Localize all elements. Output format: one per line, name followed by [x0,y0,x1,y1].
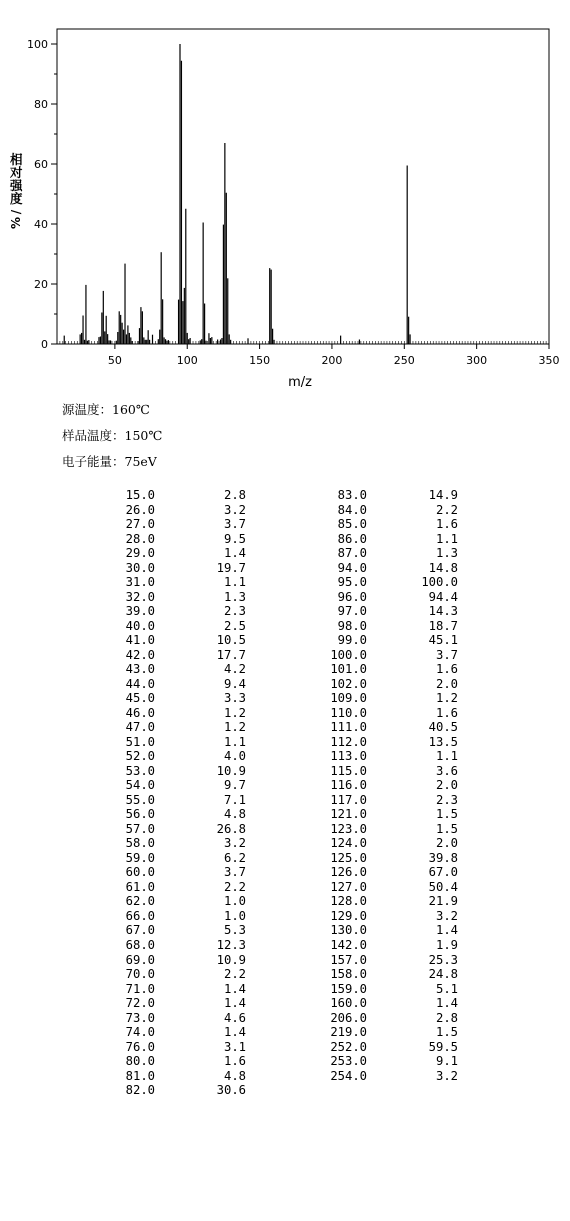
intensity-value: 2.8 [435,1010,458,1025]
mz-value: 82.0 [125,1083,155,1098]
intensity-value: 1.4 [223,1025,246,1040]
intensity-value: 9.7 [223,778,246,793]
table-row [330,662,458,677]
table-row [330,822,458,837]
intensity-value: 3.6 [435,763,458,778]
intensity-value: 59.5 [428,1039,458,1054]
table-row [118,953,246,968]
table-row [330,793,458,808]
x-tick-label: 250 [393,354,415,367]
table-row [118,923,246,938]
mz-value: 126.0 [330,865,367,880]
mz-value: 53.0 [125,763,155,778]
intensity-value: 30.6 [216,1083,246,1098]
mz-value: 219.0 [330,1025,367,1040]
intensity-value: 9.5 [223,531,246,546]
mz-value: 83.0 [337,488,367,502]
mz-value: 80.0 [125,1054,155,1069]
table-row [330,546,458,561]
intensity-value: 39.8 [428,850,458,865]
table-row [118,967,246,982]
intensity-value: 2.0 [435,778,458,793]
intensity-value: 50.4 [428,879,458,894]
table-row [118,546,246,561]
mz-value: 15.0 [125,488,155,502]
intensity-value: 3.2 [223,502,246,517]
intensity-value: 1.2 [435,691,458,706]
mz-value: 160.0 [330,996,367,1011]
intensity-value: 1.6 [435,705,458,720]
intensity-value: 2.2 [435,502,458,517]
plot-frame [57,29,549,344]
x-tick-label: 100 [176,354,198,367]
intensity-value: 67.0 [428,865,458,880]
intensity-value: 3.7 [223,517,246,532]
intensity-value: 3.7 [223,865,246,880]
table-row [118,851,246,866]
table-row [118,575,246,590]
table-row [330,1054,458,1069]
y-axis-label-symbol: % [9,216,23,230]
mz-value: 111.0 [330,720,367,735]
mz-value: 81.0 [125,1068,155,1083]
sample-temperature: 样品温度：150℃ [62,428,163,443]
intensity-value: 10.5 [216,633,246,648]
table-row [330,996,458,1011]
mz-value: 95.0 [337,575,367,590]
intensity-value: 17.7 [216,647,246,662]
table-row [330,503,458,518]
mz-value: 58.0 [125,836,155,851]
mz-value: 61.0 [125,879,155,894]
mz-value: 87.0 [337,546,367,561]
table-row [118,633,246,648]
intensity-value: 1.4 [223,981,246,996]
table-row [330,749,458,764]
mz-value: 68.0 [125,937,155,952]
intensity-value: 3.3 [223,691,246,706]
intensity-value: 1.5 [435,821,458,836]
mz-value: 39.0 [125,604,155,619]
intensity-value: 3.1 [223,1039,246,1054]
mz-value: 130.0 [330,923,367,938]
mz-value: 57.0 [125,821,155,836]
table-row [330,807,458,822]
intensity-value: 2.0 [435,676,458,691]
intensity-value: 1.2 [223,705,246,720]
table-row [330,488,458,503]
y-axis-ticks [27,38,57,351]
mz-value: 97.0 [337,604,367,619]
table-row [118,996,246,1011]
table-row [330,517,458,532]
table-row [330,778,458,793]
intensity-value: 40.5 [428,720,458,735]
mz-value: 142.0 [330,937,367,952]
intensity-value: 14.3 [428,604,458,619]
table-row [330,575,458,590]
y-axis-label-symbol: / [9,209,23,215]
mz-value: 54.0 [125,778,155,793]
table-row [330,865,458,880]
mz-value: 56.0 [125,807,155,822]
table-row [330,604,458,619]
mz-value: 45.0 [125,691,155,706]
mz-value: 51.0 [125,734,155,749]
mz-value: 125.0 [330,850,367,865]
intensity-value: 4.8 [223,1068,246,1083]
table-row [330,953,458,968]
intensity-value: 4.8 [223,807,246,822]
y-tick-label: 0 [41,338,48,351]
table-row [118,662,246,677]
mz-value: 124.0 [330,836,367,851]
mz-value: 253.0 [330,1054,367,1069]
table-row [118,1025,246,1040]
table-row [330,648,458,663]
table-row [118,488,246,503]
mz-value: 98.0 [337,618,367,633]
table-row [118,503,246,518]
peak-table-left [118,488,246,1098]
table-row [118,982,246,997]
intensity-value: 19.7 [216,560,246,575]
y-tick-label: 100 [27,38,48,51]
intensity-value: 9.1 [435,1054,458,1069]
mz-value: 157.0 [330,952,367,967]
intensity-value: 14.8 [428,560,458,575]
intensity-value: 94.4 [428,589,458,604]
table-row [118,909,246,924]
mz-value: 127.0 [330,879,367,894]
table-row [330,923,458,938]
table-row [118,749,246,764]
intensity-value: 2.8 [223,488,246,502]
table-row [118,778,246,793]
mz-value: 32.0 [125,589,155,604]
table-row [118,561,246,576]
mass-spectrum-chart [0,0,570,400]
mz-value: 44.0 [125,676,155,691]
table-row [330,836,458,851]
mz-value: 67.0 [125,923,155,938]
mz-value: 123.0 [330,821,367,836]
mz-value: 55.0 [125,792,155,807]
intensity-value: 1.4 [435,996,458,1011]
intensity-value: 4.6 [223,1010,246,1025]
table-row [118,1069,246,1084]
intensity-value: 9.4 [223,676,246,691]
intensity-value: 1.5 [435,807,458,822]
mz-value: 129.0 [330,908,367,923]
intensity-value: 1.3 [435,546,458,561]
x-tick-label: 150 [249,354,271,367]
intensity-value: 1.2 [223,720,246,735]
table-row [330,909,458,924]
intensity-value: 2.5 [223,618,246,633]
source-temperature: 源温度：160℃ [62,402,150,417]
table-row [118,1011,246,1026]
mz-value: 59.0 [125,850,155,865]
peak-bars [64,44,410,344]
intensity-value: 14.9 [428,488,458,502]
x-tick-label: 200 [321,354,343,367]
table-row [330,619,458,634]
mz-value: 28.0 [125,531,155,546]
intensity-value: 3.2 [223,836,246,851]
table-row [118,836,246,851]
mz-value: 30.0 [125,560,155,575]
table-row [330,851,458,866]
intensity-value: 1.9 [435,937,458,952]
mz-value: 254.0 [330,1068,367,1083]
intensity-value: 5.1 [435,981,458,996]
mz-value: 96.0 [337,589,367,604]
intensity-value: 1.0 [223,908,246,923]
intensity-value: 13.5 [428,734,458,749]
intensity-value: 1.6 [435,662,458,677]
intensity-value: 1.1 [435,531,458,546]
mz-value: 31.0 [125,575,155,590]
intensity-value: 26.8 [216,821,246,836]
intensity-value: 2.3 [435,792,458,807]
mz-value: 62.0 [125,894,155,909]
table-row [330,720,458,735]
mz-value: 26.0 [125,502,155,517]
mz-value: 60.0 [125,865,155,880]
table-row [118,894,246,909]
table-row [118,590,246,605]
mz-value: 99.0 [337,633,367,648]
intensity-value: 1.1 [435,749,458,764]
electron-energy: 电子能量：75eV [62,454,157,469]
intensity-value: 4.0 [223,749,246,764]
intensity-value: 1.4 [435,923,458,938]
mz-value: 86.0 [337,531,367,546]
mz-value: 42.0 [125,647,155,662]
table-row [118,604,246,619]
table-row [330,1025,458,1040]
y-tick-label: 80 [34,98,48,111]
mz-value: 52.0 [125,749,155,764]
y-tick-label: 60 [34,158,48,171]
peak-table-right [330,488,458,1083]
intensity-value: 1.1 [223,575,246,590]
table-row [118,822,246,837]
x-tick-label: 350 [538,354,560,367]
table-row [118,764,246,779]
table-row [118,1040,246,1055]
table-row [118,517,246,532]
table-row [118,691,246,706]
table-row [330,633,458,648]
mz-value: 74.0 [125,1025,155,1040]
mz-value: 43.0 [125,662,155,677]
intensity-value: 24.8 [428,967,458,982]
mz-value: 159.0 [330,981,367,996]
x-axis-ticks [108,344,560,367]
intensity-value: 1.0 [223,894,246,909]
table-row [330,706,458,721]
table-row [330,764,458,779]
table-row [118,880,246,895]
table-row [118,619,246,634]
table-row [118,532,246,547]
table-row [118,865,246,880]
table-row [118,1054,246,1069]
y-tick-label: 20 [34,278,48,291]
mz-value: 40.0 [125,618,155,633]
table-row [330,1069,458,1084]
y-axis-label: 相对强度 [10,152,23,206]
table-row [330,1011,458,1026]
mz-value: 110.0 [330,705,367,720]
mz-value: 70.0 [125,967,155,982]
intensity-value: 100.0 [421,575,458,590]
y-tick-label: 40 [34,218,48,231]
mz-value: 115.0 [330,763,367,778]
mz-value: 128.0 [330,894,367,909]
table-row [330,982,458,997]
mz-value: 117.0 [330,792,367,807]
intensity-value: 45.1 [428,633,458,648]
mz-value: 46.0 [125,705,155,720]
table-row [118,735,246,750]
x-tick-label: 300 [466,354,488,367]
table-row [330,894,458,909]
mz-value: 73.0 [125,1010,155,1025]
mz-value: 85.0 [337,517,367,532]
mz-value: 71.0 [125,981,155,996]
intensity-value: 1.3 [223,589,246,604]
intensity-value: 6.2 [223,850,246,865]
intensity-value: 2.2 [223,879,246,894]
intensity-value: 10.9 [216,763,246,778]
table-row [330,967,458,982]
table-row [330,880,458,895]
intensity-value: 3.2 [435,908,458,923]
intensity-value: 12.3 [216,937,246,952]
x-tick-label: 50 [107,354,122,367]
mz-value: 109.0 [330,691,367,706]
mz-value: 84.0 [337,502,367,517]
mz-value: 94.0 [337,560,367,575]
mz-value: 121.0 [330,807,367,822]
table-row [118,1083,246,1098]
mz-value: 112.0 [330,734,367,749]
intensity-value: 1.6 [223,1054,246,1069]
intensity-value: 3.2 [435,1068,458,1083]
intensity-value: 2.3 [223,604,246,619]
table-row [330,1040,458,1055]
table-row [118,677,246,692]
mz-value: 102.0 [330,676,367,691]
table-row [118,706,246,721]
table-row [330,677,458,692]
intensity-value: 1.4 [223,996,246,1011]
intensity-value: 21.9 [428,894,458,909]
mz-value: 72.0 [125,996,155,1011]
table-row [118,807,246,822]
mz-value: 29.0 [125,546,155,561]
mz-value: 47.0 [125,720,155,735]
table-row [330,561,458,576]
mz-value: 69.0 [125,952,155,967]
intensity-value: 1.6 [435,517,458,532]
mz-value: 116.0 [330,778,367,793]
intensity-value: 2.0 [435,836,458,851]
intensity-value: 5.3 [223,923,246,938]
table-row [118,938,246,953]
mz-value: 100.0 [330,647,367,662]
table-row [118,648,246,663]
intensity-value: 1.5 [435,1025,458,1040]
mz-value: 101.0 [330,662,367,677]
intensity-value: 7.1 [223,792,246,807]
intensity-value: 10.9 [216,952,246,967]
intensity-value: 1.4 [223,546,246,561]
table-row [330,532,458,547]
mz-value: 252.0 [330,1039,367,1054]
mz-value: 27.0 [125,517,155,532]
mz-value: 113.0 [330,749,367,764]
intensity-value: 25.3 [428,952,458,967]
intensity-value: 1.1 [223,734,246,749]
table-row [118,720,246,735]
mz-value: 206.0 [330,1010,367,1025]
table-row [330,691,458,706]
intensity-value: 4.2 [223,662,246,677]
mz-value: 158.0 [330,967,367,982]
intensity-value: 2.2 [223,967,246,982]
mz-value: 66.0 [125,908,155,923]
intensity-value: 3.7 [435,647,458,662]
table-row [118,793,246,808]
x-axis-label: m/z [288,375,312,390]
mz-value: 41.0 [125,633,155,648]
table-row [330,938,458,953]
intensity-value: 18.7 [428,618,458,633]
table-row [330,735,458,750]
table-row [330,590,458,605]
mz-value: 76.0 [125,1039,155,1054]
